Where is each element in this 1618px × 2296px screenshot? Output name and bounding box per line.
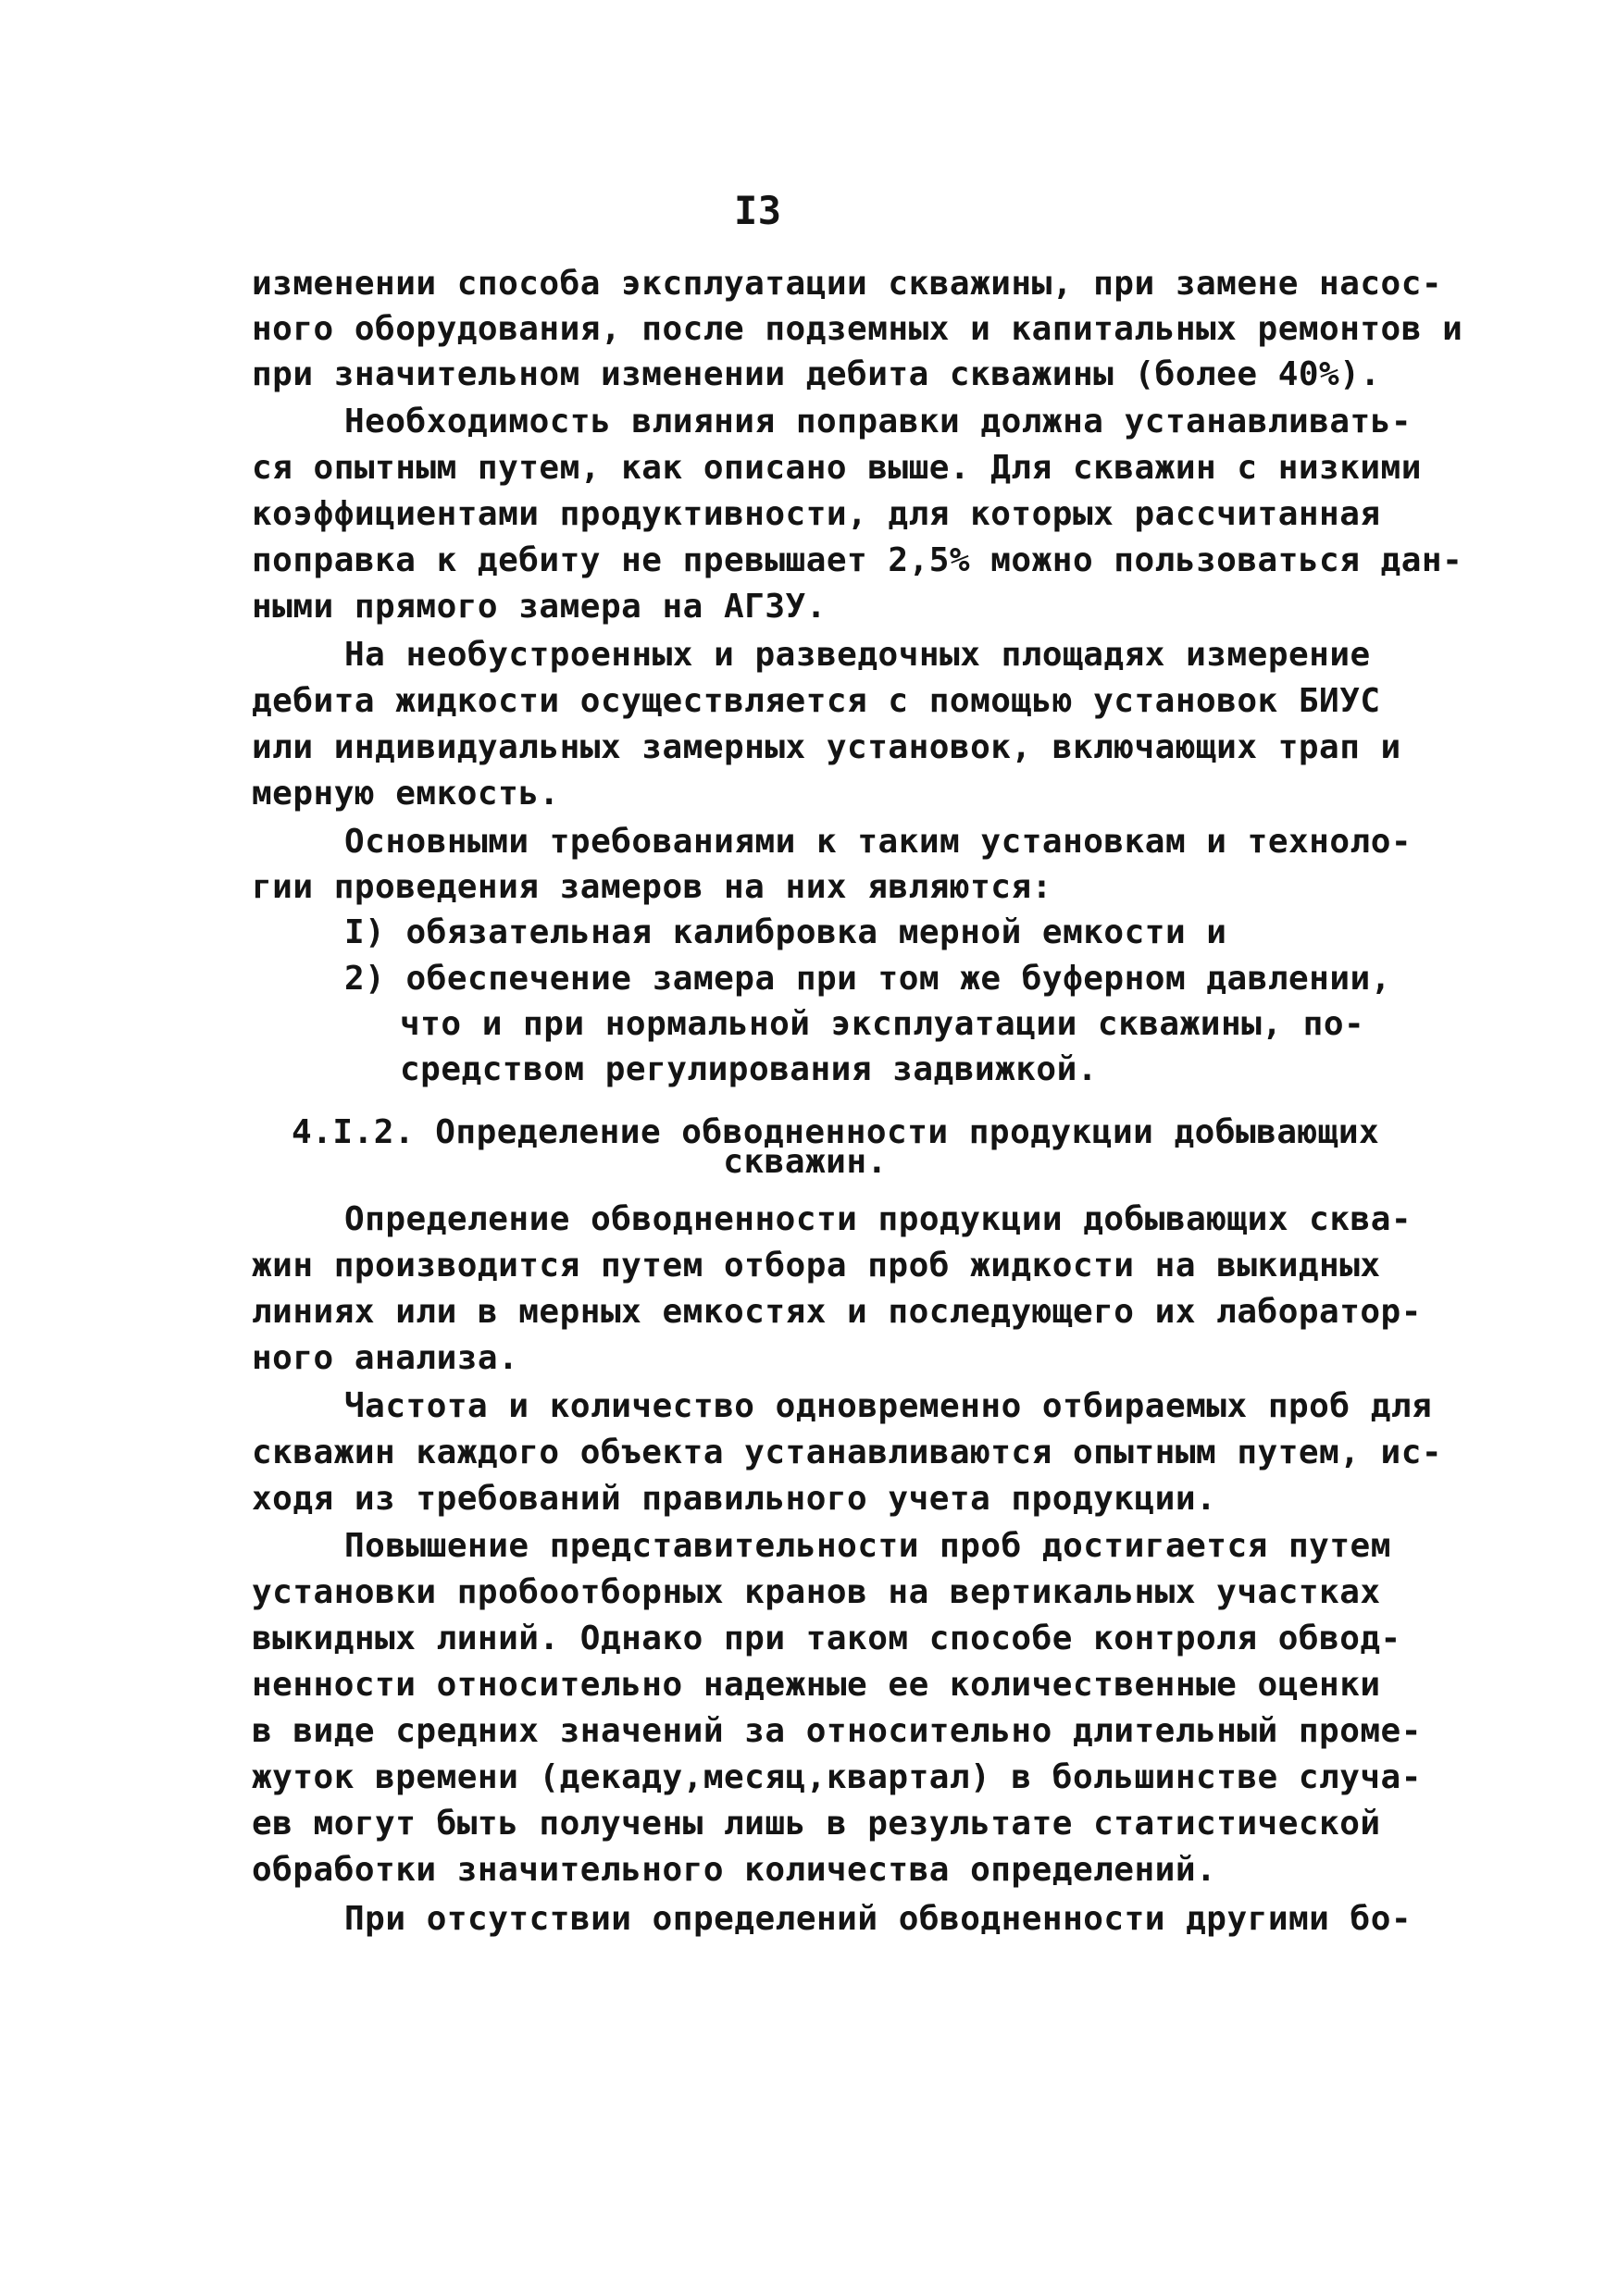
text-line: обработки значительного количества определений. [252, 1851, 1217, 1889]
text-line: ного анализа. [252, 1339, 519, 1377]
paragraph-first-line: Повышение представительности проб достигается путем [344, 1527, 1391, 1565]
text-line: коэффициентами продуктивности, для которых рассчитанная [252, 495, 1381, 533]
text-line: ненности относительно надежные ее количественные оценки [252, 1666, 1381, 1704]
section-heading: 4.I.2. Определение обводненности продукции добывающих [292, 1113, 1380, 1151]
text-line: гии проведения замеров на них являются: [252, 868, 1052, 906]
section-heading-continuation: скважин. [723, 1143, 888, 1181]
list-item: 2) обеспечение замера при том же буферном давлении, [344, 960, 1391, 998]
paragraph-first-line: Необходимость влияния поправки должна устанавливать- [344, 403, 1413, 441]
text-line: установки пробоотборных кранов на вертикальных участках [252, 1573, 1381, 1611]
text-line: дебита жидкости осуществляется с помощью установок БИУС [252, 682, 1381, 720]
list-item-continuation: что и при нормальной эксплуатации скважины, по- [400, 1005, 1365, 1043]
text-line: при значительном изменении дебита скважины (более 40%). [252, 355, 1381, 393]
text-line: ными прямого замера на АГЗУ. [252, 588, 827, 626]
paragraph-first-line: На необустроенных и разведочных площадях измерение [344, 636, 1371, 674]
text-line: ходя из требований правильного учета продукции. [252, 1480, 1217, 1518]
text-line: скважин каждого объекта устанавливаются опытным путем, ис- [252, 1433, 1443, 1471]
text-line: или индивидуальных замерных установок, включающих трап и [252, 728, 1401, 766]
text-line: в виде средних значений за относительно длительный проме- [252, 1712, 1422, 1750]
paragraph-first-line: При отсутствии определений обводненности другими бо- [344, 1900, 1413, 1938]
list-item: I) обязательная калибровка мерной емкости и [344, 913, 1227, 951]
paragraph-first-line: Определение обводненности продукции добывающих сква- [344, 1200, 1413, 1238]
text-line: ся опытным путем, как описано выше. Для скважин с низкими [252, 449, 1422, 487]
text-line: жин производится путем отбора проб жидкости на выкидных [252, 1247, 1381, 1285]
page-number: I3 [734, 188, 782, 233]
text-line: изменении способа эксплуатации скважины, при замене насос- [252, 265, 1443, 303]
list-item-continuation: средством регулирования задвижкой. [400, 1050, 1098, 1088]
text-line: поправка к дебиту не превышает 2,5% можно пользоваться дан- [252, 541, 1463, 579]
text-line: выкидных линий. Однако при таком способе контроля обвод- [252, 1620, 1401, 1657]
text-line: ев могут быть получены лишь в результате статистической [252, 1805, 1381, 1843]
text-line: ного оборудования, после подземных и капитальных ремонтов и [252, 310, 1463, 348]
paragraph-first-line: Основными требованиями к таким установкам и техноло- [344, 823, 1413, 861]
text-line: линиях или в мерных емкостях и последующего их лаборатор- [252, 1293, 1422, 1331]
text-line: жуток времени (декаду,месяц,квартал) в большинстве случа- [252, 1758, 1422, 1796]
text-line: мерную емкость. [252, 775, 560, 813]
paragraph-first-line: Частота и количество одновременно отбираемых проб для [344, 1387, 1433, 1425]
